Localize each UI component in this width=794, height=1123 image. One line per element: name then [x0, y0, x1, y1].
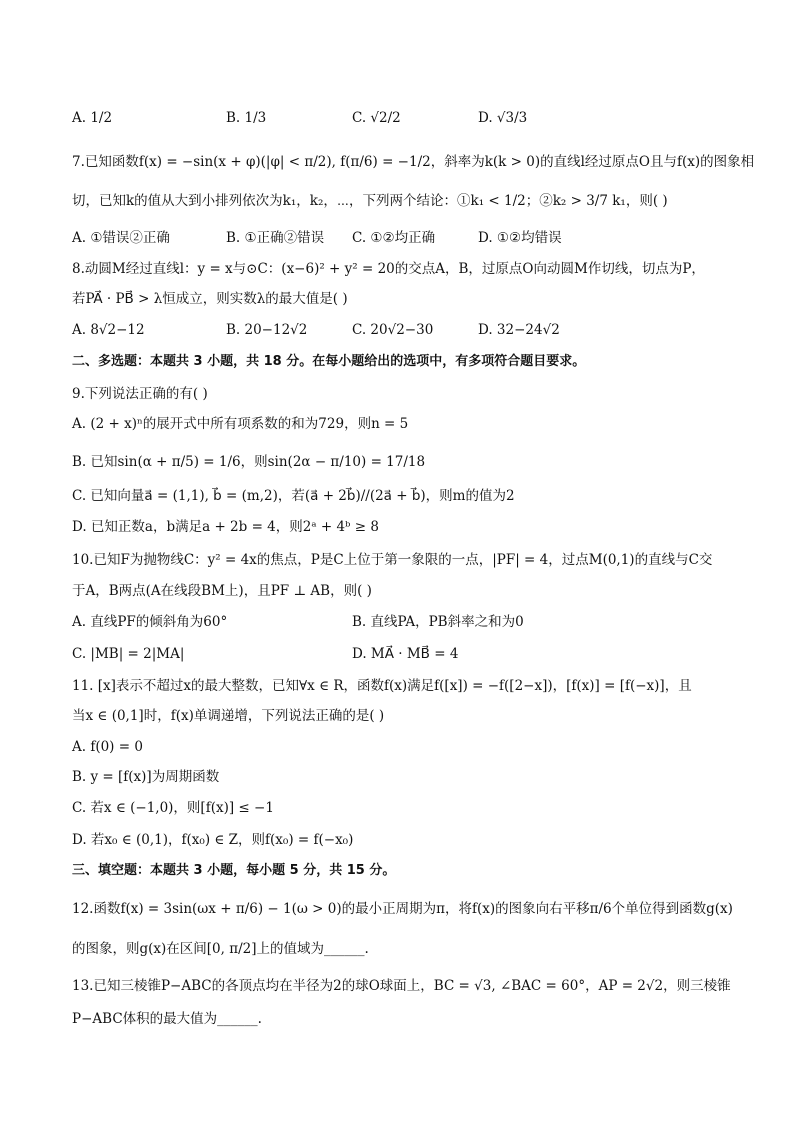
- q13-stem-line1: 13.已知三棱锥P−ABC的各顶点均在半径为2的球O球面上，BC = √3, ∠BAC = 60°，AP = 2√2，则三棱锥: [72, 978, 731, 994]
- q11-stem-line2: 当x ∈ (0,1]时，f(x)单调递增，下列说法正确的是( ): [72, 708, 385, 724]
- q9-option-b: B. 已知sin(α + π/5) = 1/6，则sin(2α − π/10) = 17/18: [72, 454, 426, 470]
- q10-option-d: D. MA⃗ · MB⃗ = 4: [352, 646, 459, 662]
- q6-option-d: D. √3/3: [478, 110, 528, 126]
- q11-stem-line1: 11. [x]表示不超过x的最大整数，已知∀x ∈ R，函数f(x)满足f([x]) = −f([2−x])，[f(x)] = [f(−x)]，且: [72, 678, 692, 694]
- q9-option-d: D. 已知正数a，b满足a + 2b = 4，则2ᵃ + 4ᵇ ≥ 8: [72, 519, 379, 535]
- q11-option-a: A. f(0) = 0: [72, 739, 143, 755]
- q12-stem-line2: 的图象，则g(x)在区间[0, π/2]上的值域为______.: [72, 941, 369, 957]
- q8-option-c: C. 20√2−30: [352, 322, 434, 338]
- q10-option-c: C. |MB| = 2|MA|: [72, 646, 185, 662]
- q7-stem-line2: 切，已知k的值从大到小排列依次为k₁，k₂，⋯，下列两个结论：①k₁ < 1/2；②k₂ > 3/7 k₁，则( ): [72, 193, 668, 209]
- q9-option-a: A. (2 + x)ⁿ的展开式中所有项系数的和为729，则n = 5: [72, 416, 409, 432]
- q7-option-b: B. ①正确②错误: [226, 230, 325, 246]
- q12-stem-line1: 12.函数f(x) = 3sin(ωx + π/6) − 1(ω > 0)的最小正周期为π，将f(x)的图象向右平移π/6个单位得到函数g(x): [72, 901, 733, 917]
- q9-option-c: C. 已知向量a⃗ = (1,1), b⃗ = (m,2)，若(a⃗ + 2b⃗)//(2a⃗ + b⃗)，则m的值为2: [72, 488, 515, 504]
- q11-option-b: B. y = [f(x)]为周期函数: [72, 769, 220, 785]
- q10-stem-line1: 10.已知F为抛物线C：y² = 4x的焦点，P是C上位于第一象限的一点，|PF| = 4，过点M(0,1)的直线与C交: [72, 552, 713, 568]
- q6-option-b: B. 1/3: [226, 110, 267, 126]
- q10-stem-line2: 于A，B两点(A在线段BM上)，且PF ⊥ AB，则( ): [72, 583, 372, 599]
- q8-option-d: D. 32−24√2: [478, 322, 560, 338]
- q11-option-c: C. 若x ∈ (−1,0)，则[f(x)] ≤ −1: [72, 800, 274, 816]
- q7-option-c: C. ①②均正确: [352, 230, 436, 246]
- q10-option-b: B. 直线PA，PB斜率之和为0: [352, 614, 524, 630]
- q8-stem-line1: 8.动圆M经过直线l：y = x与⊙C：(x−6)² + y² = 20的交点A，B，过原点O向动圆M作切线，切点为P，: [72, 261, 705, 277]
- q8-option-b: B. 20−12√2: [226, 322, 308, 338]
- q13-stem-line2: P−ABC体积的最大值为______.: [72, 1011, 262, 1027]
- q8-stem-line2: 若PA⃗ · PB⃗ > λ恒成立，则实数λ的最大值是( ): [72, 291, 348, 307]
- q7-stem-line1: 7.已知函数f(x) = −sin(x + φ)(|φ| < π/2), f(π/6) = −1/2，斜率为k(k > 0)的直线l经过原点O且与f(x)的图象相: [72, 154, 755, 170]
- q8-option-a: A. 8√2−12: [72, 322, 145, 338]
- q9-stem: 9.下列说法正确的有( ): [72, 386, 208, 402]
- section-multiple-choice-heading: 二、多选题：本题共 3 小题，共 18 分。在每小题给出的选项中，有多项符合题目要求。: [72, 354, 586, 369]
- q7-option-a: A. ①错误②正确: [72, 230, 170, 246]
- q6-option-a: A. 1/2: [72, 110, 113, 126]
- q7-option-d: D. ①②均错误: [478, 230, 562, 246]
- q6-option-c: C. √2/2: [352, 110, 401, 126]
- q11-option-d: D. 若x₀ ∈ (0,1)，f(x₀) ∈ Z，则f(x₀) = f(−x₀): [72, 832, 354, 848]
- q10-option-a: A. 直线PF的倾斜角为60°: [72, 614, 228, 630]
- section-fill-in-heading: 三、填空题：本题共 3 小题，每小题 5 分，共 15 分。: [72, 863, 396, 878]
